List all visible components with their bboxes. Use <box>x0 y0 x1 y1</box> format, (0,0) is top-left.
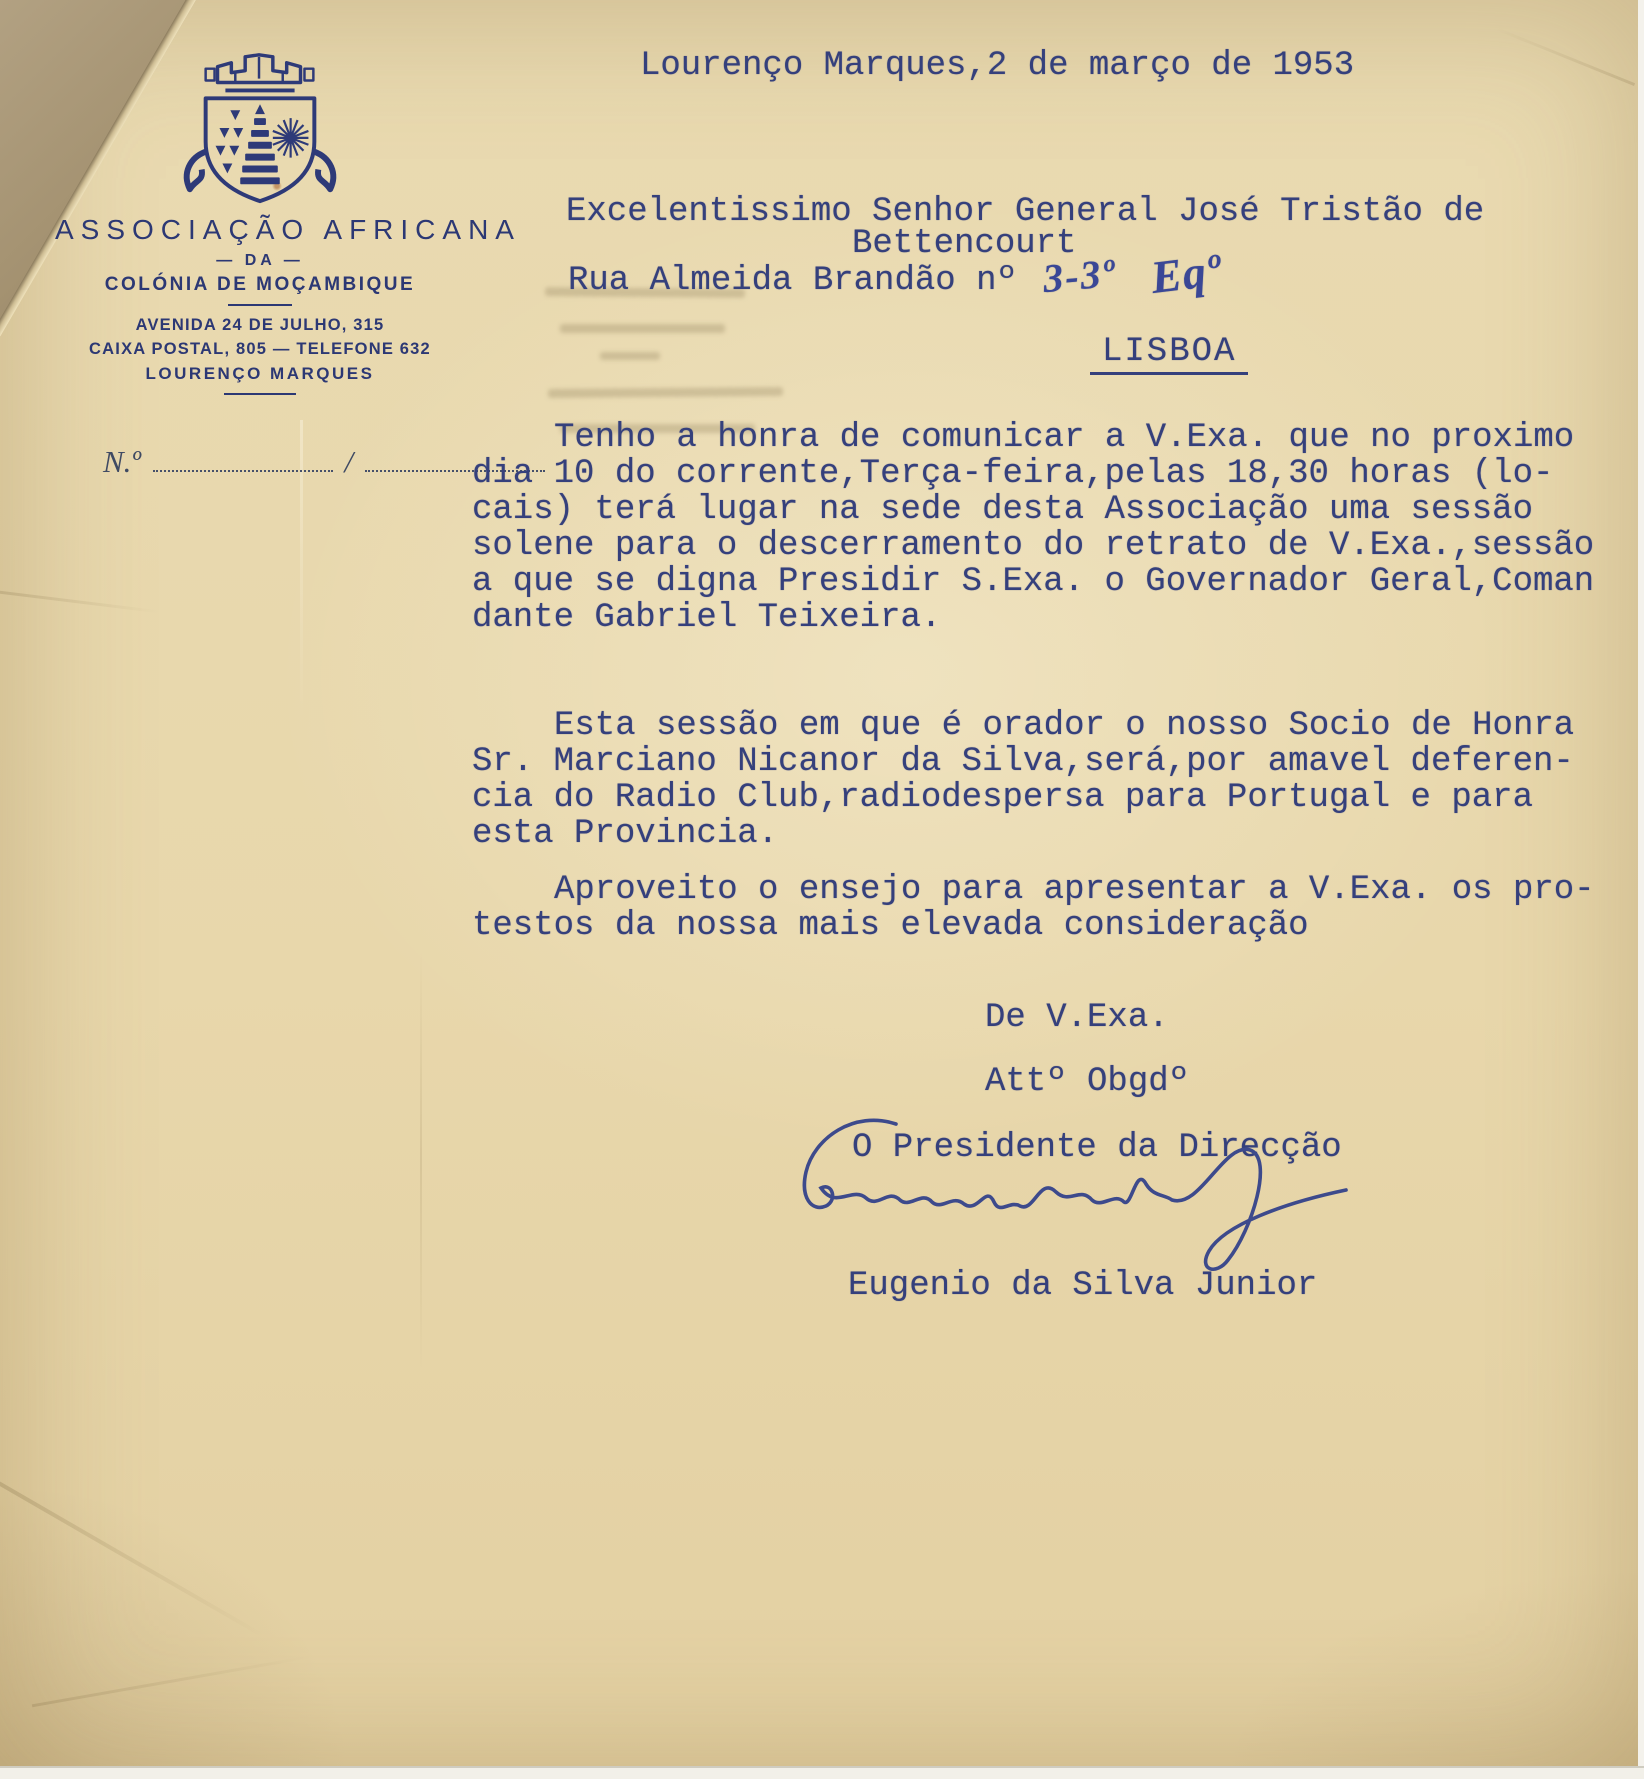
paper-crease <box>0 1470 266 1638</box>
body-line: Sr. Marciano Nicanor da Silva,será,por amavel deferen- <box>472 743 1574 781</box>
body-line: Aproveito o ensejo para apresentar a V.Exa. os pro- <box>554 871 1595 909</box>
scan-edge <box>0 1766 1644 1779</box>
paragraph-3 <box>472 872 1595 944</box>
letterhead-city: LOURENÇO MARQUES <box>145 364 375 383</box>
paragraph-1 <box>472 420 1594 636</box>
org-name: ASSOCIAÇÃO AFRICANA <box>55 214 521 245</box>
letterhead-rule <box>224 393 296 395</box>
recipient-street-handwritten: 3-3º <box>1041 249 1119 302</box>
reference-separator: / <box>344 444 354 479</box>
paper-crease <box>1495 27 1635 86</box>
paper-crease <box>420 950 422 1370</box>
paper-crease <box>32 1656 308 1708</box>
body-line: a que se digna Presidir S.Exa. o Governador Geral,Coman <box>472 563 1595 601</box>
crest-icon <box>176 46 344 206</box>
valediction-line1: De V.Exa. <box>985 999 1169 1037</box>
ink-bleed-through <box>548 387 783 398</box>
signer-name: Eugenio da Silva Junior <box>848 1267 1318 1305</box>
paragraph-2 <box>472 708 1574 852</box>
signer-role: O Presidente da Direcção <box>852 1129 1342 1167</box>
recipient-line1: Excelentissimo Senhor General José Tristão de <box>566 193 1485 231</box>
letterhead-street: AVENIDA 24 DE JULHO, 315 <box>135 316 385 334</box>
ink-bleed-through <box>560 324 725 333</box>
letterhead-postal-phone: CAIXA POSTAL, 805 — TELEFONE 632 <box>89 340 431 358</box>
body-line: dia 10 do corrente,Terça-feira,pelas 18,30 horas (lo- <box>472 455 1554 493</box>
dateline: Lourenço Marques,2 de março de 1953 <box>640 47 1355 85</box>
recipient-city: LISBOA <box>1090 334 1248 375</box>
recipient-line2: Bettencourt <box>852 225 1077 263</box>
body-line: esta Provincia. <box>472 815 779 853</box>
scan-edge <box>1638 0 1644 1779</box>
ink-bleed-through <box>600 352 660 360</box>
recipient-street-handwritten-floor: Eqº <box>1148 243 1225 304</box>
org-colony: COLÓNIA DE MOÇAMBIQUE <box>104 274 416 295</box>
body-line: cais) terá lugar na sede desta Associação uma sessão <box>472 491 1533 529</box>
reference-label: N.º <box>103 444 142 479</box>
paper-crease <box>0 590 160 614</box>
letterhead <box>55 46 521 395</box>
recipient-street-typed: Rua Almeida Brandão nº <box>568 262 1017 300</box>
body-line: solene para o descerramento do retrato de V.Exa.,sessão <box>472 527 1595 565</box>
reference-blank-line <box>153 444 333 472</box>
letterhead-rule <box>228 304 292 306</box>
body-line: Tenho a honra de comunicar a V.Exa. que no proximo <box>554 419 1575 457</box>
org-da: — DA — <box>216 252 304 269</box>
body-line: dante Gabriel Teixeira. <box>472 599 942 637</box>
valediction-line2: Attº Obgdº <box>985 1063 1190 1101</box>
body-line: Esta sessão em que é orador o nosso Socio de Honra <box>554 707 1575 745</box>
body-line: testos da nossa mais elevada consideração <box>472 907 1309 945</box>
body-line: cia do Radio Club,radiodespersa para Portugal e para <box>472 779 1533 817</box>
